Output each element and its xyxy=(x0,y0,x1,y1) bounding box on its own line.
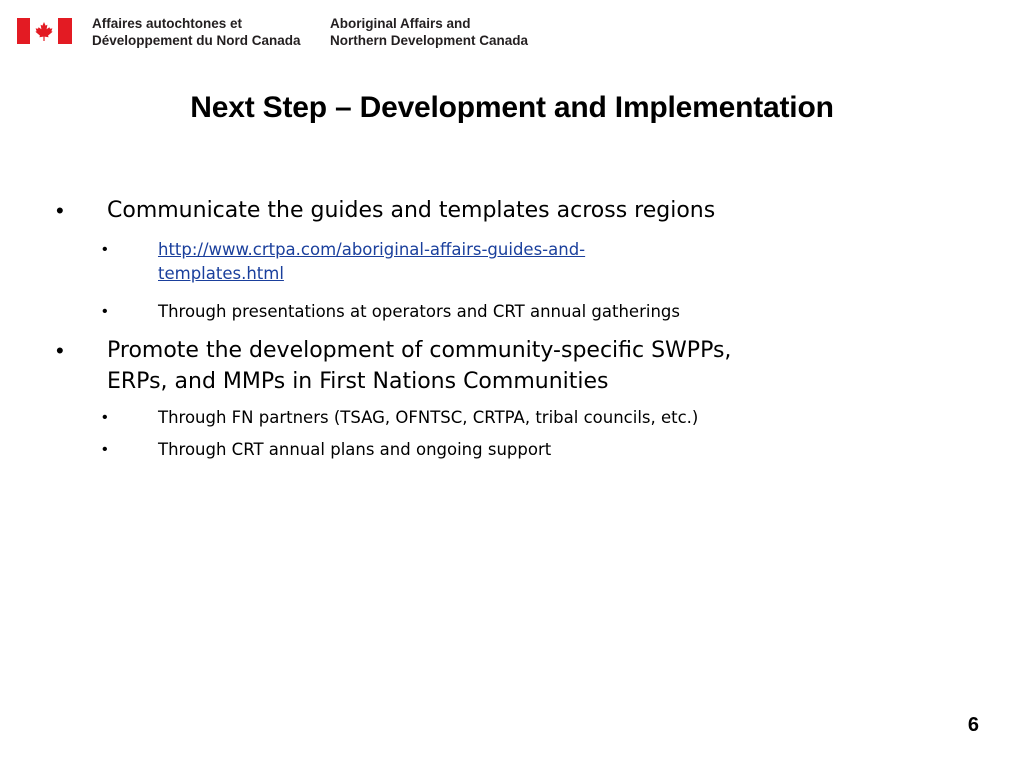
bullet-text-line1: Promote the development of community-specific SWPPs, xyxy=(107,338,732,363)
department-name-english-line2: Northern Development Canada xyxy=(330,33,529,48)
bullet-marker: • xyxy=(56,338,64,363)
sub-bullet-text: Through presentations at operators and CRT annual gatherings xyxy=(158,302,680,321)
sub-bullet-marker: • xyxy=(102,441,108,458)
department-name-french-line1: Affaires autochtones et xyxy=(92,16,243,31)
department-name-english-line1: Aboriginal Affairs and xyxy=(330,16,471,31)
sub-bullet-item xyxy=(102,406,858,430)
sub-bullet-marker: • xyxy=(102,241,108,258)
bullet-text-line2: ERPs, and MMPs in First Nations Communities xyxy=(107,369,609,394)
slide-title: Next Step – Development and Implementation xyxy=(190,91,834,124)
department-name-french-line2: Développement du Nord Canada xyxy=(92,33,301,48)
bullet-item xyxy=(56,195,867,226)
bullet-marker: • xyxy=(56,198,64,223)
sub-bullet-marker: • xyxy=(102,409,108,426)
sub-bullet-text: Through FN partners (TSAG, OFNTSC, CRTPA, tribal councils, etc.) xyxy=(158,408,699,427)
sub-bullet-text: Through CRT annual plans and ongoing support xyxy=(158,440,552,459)
bullet-text: Communicate the guides and templates across regions xyxy=(107,198,716,223)
sub-bullet-item xyxy=(102,438,858,462)
sub-bullet-item[interactable] xyxy=(102,238,858,286)
guides-templates-link[interactable] xyxy=(158,240,585,283)
sub-bullet-item xyxy=(102,300,858,324)
bullet-item xyxy=(56,335,867,397)
page-number: 6 xyxy=(967,714,979,736)
link-text-line2[interactable]: templates.html xyxy=(158,264,284,283)
link-text-line1[interactable]: http://www.crtpa.com/aboriginal-affairs-guides-and- xyxy=(158,240,586,259)
sub-bullet-marker: • xyxy=(102,303,108,320)
